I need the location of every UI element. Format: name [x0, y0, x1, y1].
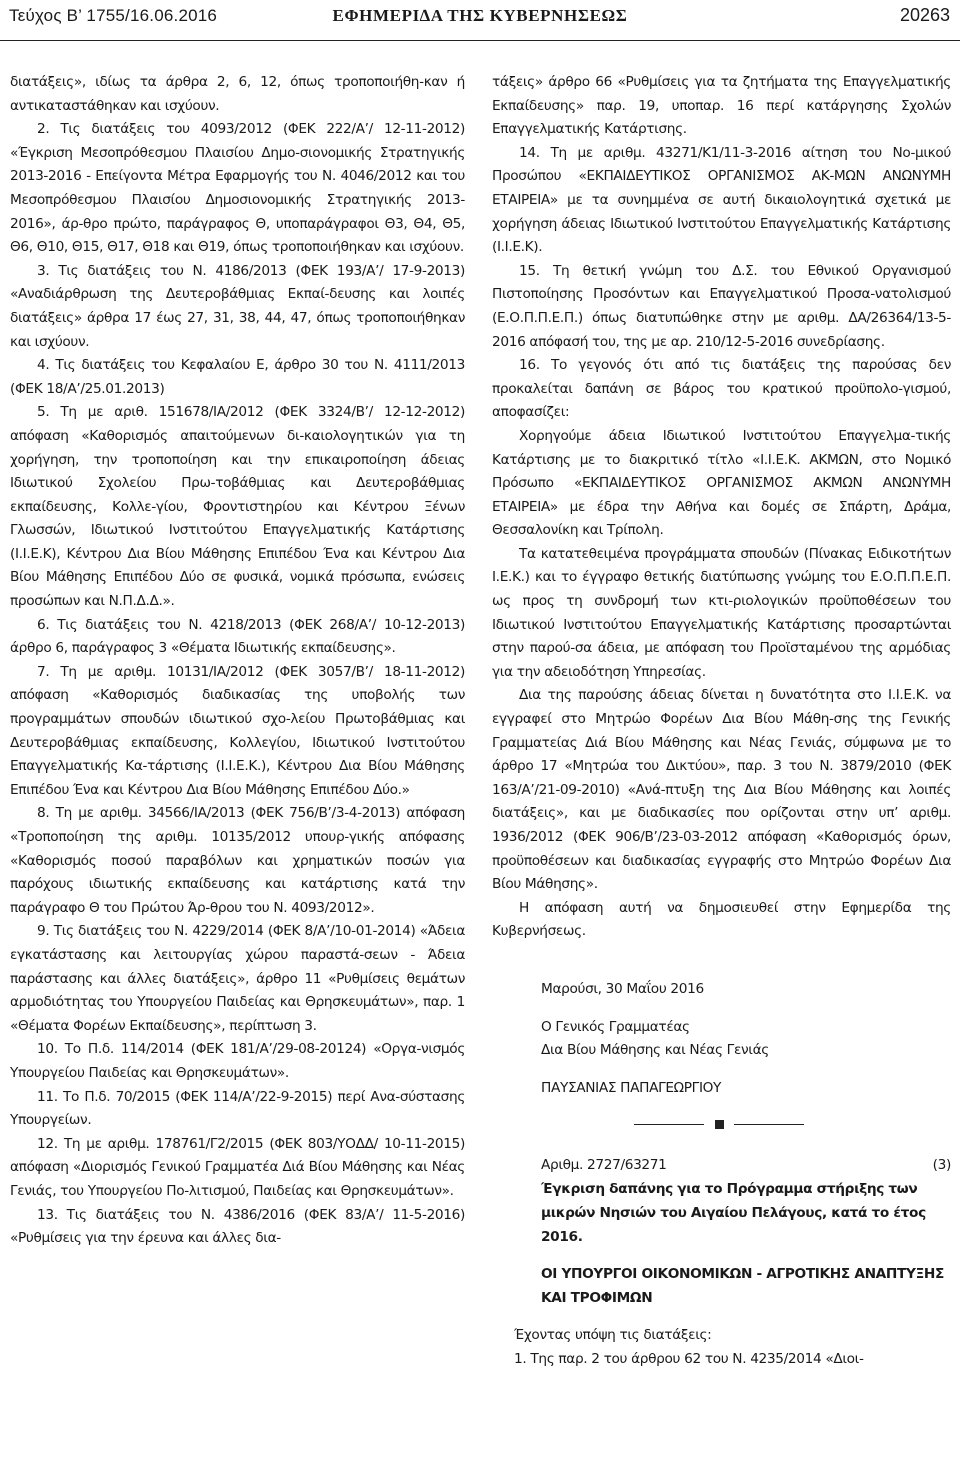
paragraph-item-3: 3. Τις διατάξεις του Ν. 4186/2013 (ΦΕΚ 193/Α’/ 17-9-2013) «Αναδιάρθρωση της Δευτεροβάθμιας Εκπαί-δευσης και λοιπές διατάξεις» άρθρα 17 έως 27, 31, 38, 44, 47, όπως τροποποιήθηκαν και ισχύουν.: [10, 262, 465, 350]
paragraph-item-15: 15. Τη θετική γνώμη του Δ.Σ. του Εθνικού Οργανισμού Πιστοποίησης Προσόντων και Επαγγελματικού Προσα-νατολισμού (Ε.Ο.Π.Π.Ε.Π.) όπως διατυπώθηκε στην με αριθμ. ΔΑ/26364/13-5-2016 απόφασή του, της με αρ. 210/12-5-2016 συνεδρίασης.: [492, 262, 951, 350]
signature-office: Δια Βίου Μάθησης και Νέας Γενιάς: [541, 1042, 769, 1059]
journal-title: ΕΦΗΜΕΡΙ∆Α ΤΗΣ ΚΥΒΕΡΝΗΣΕΩΣ: [332, 6, 628, 25]
decision-number: Αριθμ. 2727/63271: [541, 1157, 667, 1174]
paragraph-item-8: 8. Τη με αριθμ. 34566/ΙΑ/2013 (ΦΕΚ 756/Β’/3-4-2013) απόφαση «Τροποποίηση της αριθμ. 10135/2012 υπουρ-γικής απόφασης «Καθορισμός ποσού παραβόλων και χρηματικών ποσών για παρόχους ιδιωτικής εκπαίδευσης και κατάρτισης κατά την παράγραφο Θ του Πρώτου Άρ-θρου του Ν. 4093/2012».: [10, 805, 465, 916]
paragraph-item-10: 10. Το Π.δ. 114/2014 (ΦΕΚ 181/Α’/29-08-20124) «Οργα-νισμός Υπουργείου Παιδείας και Θρησκευμάτων».: [10, 1041, 465, 1081]
page-header: [0, 0, 960, 41]
decision-authority: ΟΙ ΥΠΟΥΡΓΟΙ ΟΙΚΟΝΟΜΙΚΩΝ - ΑΓΡΟΤΙΚΗΣ ΑΝΑΠΤΥΞΗΣ ΚΑΙ ΤΡΟΦΙΜΩΝ: [541, 1266, 944, 1306]
paragraph-item-11: 11. Το Π.δ. 70/2015 (ΦΕΚ 114/Α’/22-9-2015) περί Ανα-σύστασης Υπουργείων.: [10, 1088, 465, 1129]
paragraph-item-6: 6. Τις διατάξεις του Ν. 4218/2013 (ΦΕΚ 268/Α’/ 10-12-2013) άρθρο 6, παράγραφος 3 «Θέματα Ιδιωτικής εκπαίδευσης».: [10, 616, 465, 657]
paragraph-item-12: 12. Τη με αριθμ. 178761/Γ2/2015 (ΦΕΚ 803/ΥΟΔΔ/ 10-11-2015) απόφαση «Διορισμός Γενικού Γραμματέα Διά Βίου Μάθησης και Νέας Γενιάς, του Υπουργείου Πο-λιτισμού, Παιδείας και Θρησκευμάτων».: [10, 1135, 465, 1199]
section-divider: [492, 1114, 951, 1134]
page-number: 20263: [899, 5, 950, 25]
decision-number-row: [492, 1154, 951, 1178]
decision-item-1: 1. Της παρ. 2 του άρθρου 62 του Ν. 4235/2014 «Διοι-: [514, 1350, 864, 1367]
left-column: [10, 71, 465, 1251]
paragraph-continuation: τάξεις» άρθρο 66 «Ρυθμίσεις για τα ζητήματα της Επαγγελματικής Εκπαίδευσης» παρ. 19, υποπαρ. 16 περί κατάργησης Σχολών Επαγγελματικής Κατάρτισης.: [492, 74, 951, 138]
paragraph-item-9: 9. Τις διατάξεις του Ν. 4229/2014 (ΦΕΚ 8/Α’/10-01-2014) «Άδεια εγκατάστασης και λειτουργίας χώρου παραστά-σεων - Άδεια παράστασης και άλλες διατάξεις», άρθρο 11 «Ρυθμίσεις θεμάτων αρμοδιότητας του Υπουργείου Παιδείας και Θρησκευμάτων», παρ. 1 «Θέματα Φορέων Εκπαίδευσης», περίπτωση 3.: [10, 923, 465, 1034]
paragraph-registry: Δια της παρούσης άδειας δίνεται η δυνατότητα στο Ι.Ι.Ε.Κ. να εγγραφεί στο Μητρώο Φορέων Δια Βίου Μάθη-σης της Γενικής Γραμματείας Διά Βίου Μάθησης και Νέας Γενιάς, σύμφωνα με το άρθρο 17 «Μητρώα του Δικτύου», παρ. 3 του Ν. 3879/2010 (ΦΕΚ 163/Α’/21-09-2010) «Ανά-πτυξη της Δια Βίου Μάθησης και λοιπές διατάξεις», και με διαδικασίες που ορίζονται στην υπ’ αριθμ. 1936/2012 (ΦΕΚ 906/Β’/23-03-2012 απόφαση «Καθορισμός όρων, προϋποθέσεων και διαδικασίας εγγραφής στο Μητρώο Φορέων Δια Βίου Μάθησης».: [492, 687, 951, 893]
paragraph-item-14: 14. Τη με αριθμ. 43271/Κ1/11-3-2016 αίτηση του Νο-μικού Προσώπου «ΕΚΠΑΙΔΕΥΤΙΚΟΣ ΟΡΓΑΝΙΣΜΟΣ ΑΚ-ΜΩΝ ΑΝΩΝΥΜΗ ΕΤΑΙΡΕΙΑ» με τα συνημμένα σε αυτή δικαιολογητικά σχετικά με χορήγηση άδειας Ιδιωτικού Ινστιτούτου Επαγγελματικής Κατάρτισης (Ι.Ι.Ε.Κ).: [492, 144, 951, 256]
paragraph-item-4: 4. Τις διατάξεις του Κεφαλαίου Ε, άρθρο 30 του Ν. 4111/2013 (ΦΕΚ 18/Α’/25.01.2013): [10, 357, 465, 397]
paragraph-item-16: 16. Το γεγονός ότι από τις διατάξεις της παρούσας δεν προκαλείται δαπάνη σε βάρος του κρατικού προϋπολο-γισμού, αποφασίζει:: [492, 357, 951, 421]
paragraph-item-5: 5. Τη με αριθ. 151678/ΙΑ/2012 (ΦΕΚ 3324/Β’/ 12-12-2012) απόφαση «Καθορισμός απαιτούμενων δι-καιολογητικών για τη χορήγηση, την τροποποίηση και την επικαιροποίηση άδειας Ιδιωτικού Σχολείου Πρω-τοβάθμιας και Δευτεροβάθμιας εκπαίδευσης, Κολλε-γίου, Φροντιστηρίου και Κέντρου Ξένων Γλωσσών, Ιδιωτικού Ινστιτούτου Επαγγελματικής Κατάρτισης (Ι.Ι.Ε.Κ), Κέντρου Δια Βίου Μάθησης Επιπέδου Ένα και Κέντρου Δια Βίου Μάθησης Επιπέδου Δύο σε φυσικά, νομικά πρόσωπα, ενώσεις προσώπων και Ν.Π.Δ.Δ.».: [10, 404, 465, 610]
decision-title: Έγκριση δαπάνης για το Πρόγραμμα στήριξης των μικρών Νησιών του Αιγαίου Πελάγους, κατά το έτος 2016.: [541, 1181, 926, 1245]
paragraph-item-7: 7. Τη με αριθμ. 10131/ΙΑ/2012 (ΦΕΚ 3057/Β’/ 18-11-2012) απόφαση «Καθορισμός διαδικασίας της υποβολής των προγραμμάτων σπουδών ιδιωτικού σχο-λείου Πρωτοβάθμιας και Δευτεροβάθμιας εκπαίδευσης, Κολλεγίου, Ιδιωτικού Ινστιτούτου Επαγγελματικής Κα-τάρτισης (Ι.Ι.Ε.Κ.), Κέντρου Δια Βίου Μάθησης Επιπέδου Ένα και Κέντρου Δια Βίου Μάθησης Επιπέδου Δύο.»: [10, 663, 465, 798]
paragraph-publication: Η απόφαση αυτή να δημοσιευθεί στην Εφημερίδα της Κυβερνήσεως.: [492, 899, 951, 940]
paragraph-item-13: 13. Τις διατάξεις του Ν. 4386/2016 (ΦΕΚ 83/Α’/ 11-5-2016) «Ρυθμίσεις για την έρευνα και άλλες δια-: [10, 1206, 465, 1247]
signature-block: [492, 978, 951, 1100]
paragraph-programs: Τα κατατεθειμένα προγράμματα σπουδών (Πίνακας Ειδικοτήτων Ι.Ε.Κ.) και το έγγραφο θετικής διατύπωσης γνώμης του Ε.Ο.Π.Π.Ε.Π. ως προς τη συνδρομή των κτι-ριολογικών προϋποθέσεων του Ιδιωτικού Ινστιτούτου Επαγγελματικής Κατάρτισης προσαρτώνται στην παρού-σα άδεια, με απόφαση του Προϊσταμένου της αρμόδιας για την αδειοδότηση Υπηρεσίας.: [492, 545, 951, 680]
square-bullet-icon: [715, 1120, 724, 1129]
signature-place-date: Μαρούσι, 30 Μαΐου 2016: [541, 980, 704, 997]
right-column: [492, 71, 951, 1372]
decision-index: (3): [932, 1157, 951, 1174]
signature-role: Ο Γενικός Γραμματέας: [541, 1018, 690, 1035]
signature-name: ΠΑΥΣΑΝΙΑΣ ΠΑΠΑΓΕΩΡΓΙΟΥ: [541, 1079, 722, 1096]
issue-number: Τεύχος Β’ 1755/16.06.2016: [9, 6, 218, 25]
paragraph-grant: Χορηγούμε άδεια Ιδιωτικού Ινστιτούτου Επαγγελμα-τικής Κατάρτισης με το διακριτικό τίτλο «Ι.Ι.Ε.Κ. ΑΚΜΩΝ, στο Νομικό Πρόσωπο «ΕΚΠΑΙΔΕΥΤΙΚΟΣ ΟΡΓΑΝΙΣΜΟΣ ΑΚΜΩΝ ΑΝΩΝΥΜΗ ΕΤΑΙΡΕΙΑ» με έδρα την Αθήνα και δομές σε Σπάρτη, Δράμα, Θεσσαλονίκη και Τρίπολη.: [492, 427, 951, 539]
paragraph-continuation: διατάξεις», ιδίως τα άρθρα 2, 6, 12, όπως τροποποιήθη-καν ή αντικαταστάθηκαν και ισχύουν.: [10, 74, 465, 114]
decision-preamble: Έχοντας υπόψη τις διατάξεις:: [514, 1327, 712, 1344]
paragraph-item-2: 2. Τις διατάξεις του 4093/2012 (ΦΕΚ 222/Α’/ 12-11-2012) «Έγκριση Μεσοπρόθεσμου Πλαισίου Δημο-σιονομικής Στρατηγικής 2013-2016 - Επείγοντα Μέτρα Εφαρμογής του Ν. 4046/2012 και του Μεσοπρόθεσμου Πλαισίου Δημοσιονομικής Στρατηγικής 2013-2016», άρ-θρο πρώτο, παράγραφος Θ, υποπαράγραφοι Θ3, Θ4, Θ5, Θ6, Θ10, Θ15, Θ17, Θ18 και Θ19, όπως τροποποιήθηκαν και ισχύουν.: [10, 121, 465, 256]
